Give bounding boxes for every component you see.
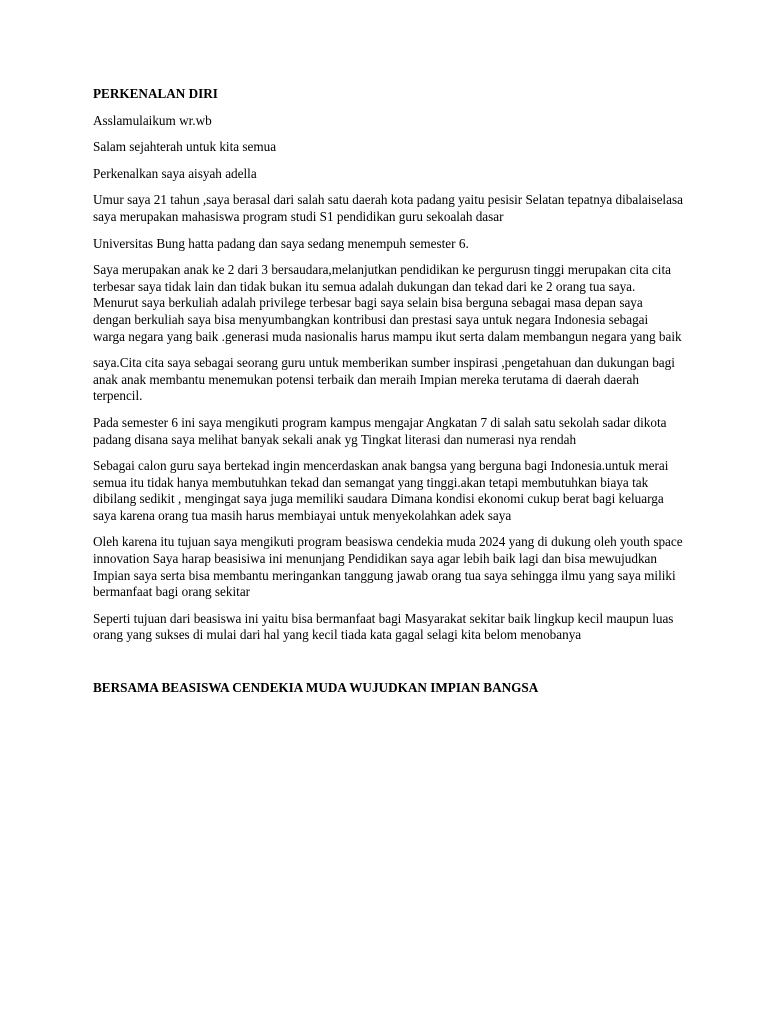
paragraph-financial-need: Sebagai calon guru saya bertekad ingin mencerdaskan anak bangsa yang berguna bagi Indonesia.untuk merai semua itu tidak hanya membutuhkan tekad dan semangat yang tinggi.akan tetapi membutuhkan biaya tak dibilang sedikit , mengingat saya juga memiliki saudara Dimana kondisi ekonomi cukup berat bagi keluarga saya karena orang tua masih harus membiayai untuk menyekolahkan adek saya [93,458,669,523]
paragraph-kampus-mengajar: Pada semester 6 ini saya mengikuti program kampus mengajar Angkatan 7 di salah satu sekolah sadar dikota padang disana saya melihat banyak sekali anak yg Tingkat literasi dan numerasi nya rendah [93,414,667,447]
paragraph-benefit: Seperti tujuan dari beasiswa ini yaitu bisa bermanfaat bagi Masyarakat sekitar baik lingkup kecil maupun luas orang yang sukses di mulai dari hal yang kecil tiada kata gagal selagi kita belom menobanya [93,610,674,643]
paragraph-teacher-aspiration: saya.Cita cita saya sebagai seorang guru untuk memberikan sumber inspirasi ,pengetahuan dan dukungan bagi anak anak membantu menemukan potensi terbaik dan meraih Impian mereka terutama di daerah daerah terpencil. [93,355,675,404]
paragraph-family-motivation: Saya merupakan anak ke 2 dari 3 bersaudara,melanjutkan pendidikan ke pergurusn tinggi merupakan cita cita terbesar saya tidak lain dan tidak bukan itu semua adalah dukungan dan tekad dari ke 2 orang tua saya. Menurut saya berkuliah adalah privilege terbesar bagi saya selain bisa berguna sebagai masa depan saya dengan berkuliah saya bisa menyumbangkan kontribusi dan prestasi saya untuk negara Indonesia sebagai warga negara yang baik .generasi muda nasionalis harus mampu ikut serta dalam membangun negara yang baik [93,262,682,344]
paragraph-origin: Umur saya 21 tahun ,saya berasal dari salah satu daerah kota padang yaitu pesisir Selatan tepatnya dibalaiselasa saya merupakan mahasiswa program studi S1 pendidikan guru sekoalah dasar [93,192,683,224]
document-page [93,86,683,697]
paragraph-scholarship-goal: Oleh karena itu tujuan saya mengikuti program beasiswa cendekia muda 2024 yang di dukung oleh youth space innovation Saya harap beasisiwa ini menunjang Pendidikan saya agar lebih baik lagi dan bisa mewujudkan Impian saya serta bisa membantu meringankan tanggung jawab orang tua saya sehingga ilmu yang saya miliki bermanfaat bagi orang sekitar [93,534,683,600]
paragraph-salutation: Salam sejahterah untuk kita semua [93,139,277,155]
paragraph-greeting: Asslamulaikum wr.wb [93,112,212,128]
paragraph-university: Universitas Bung hatta padang dan saya sedang menempuh semester 6. [93,235,469,251]
document-title: PERKENALAN DIRI [93,86,218,101]
paragraph-introduction: Perkenalkan saya aisyah adella [93,165,257,181]
closing-slogan: BERSAMA BEASISWA CENDEKIA MUDA WUJUDKAN IMPIAN BANGSA [93,680,539,696]
